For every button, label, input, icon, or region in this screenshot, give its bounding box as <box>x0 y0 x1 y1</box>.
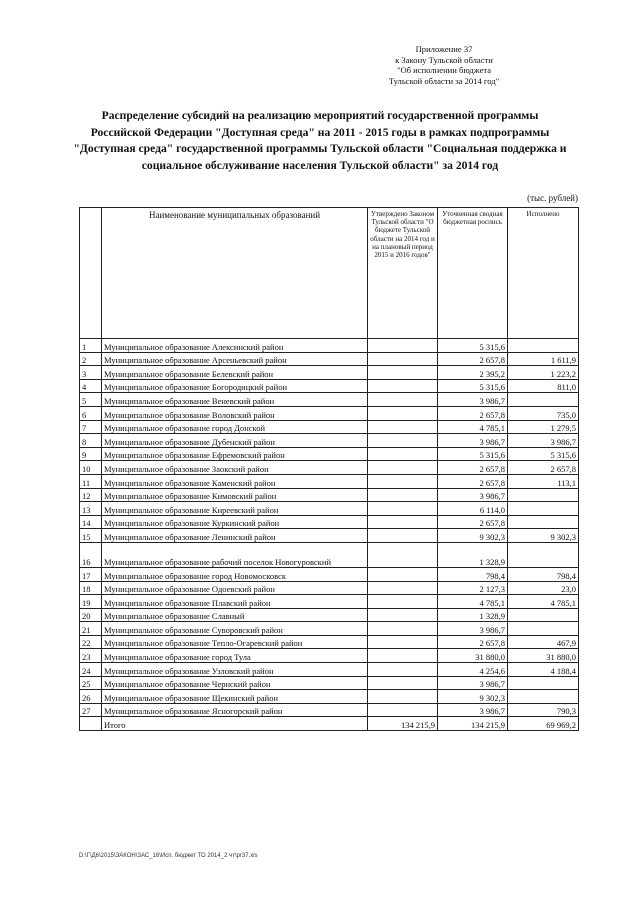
cell-number <box>80 717 102 731</box>
cell-revised: 3 986,7 <box>438 622 508 636</box>
cell-name: Итого <box>102 717 368 731</box>
table-row <box>80 663 579 677</box>
cell-approved <box>368 434 438 448</box>
table-row <box>80 474 579 488</box>
cell-name: Муниципальное образование Заокский район <box>102 461 368 475</box>
cell-executed: 5 315,6 <box>508 447 579 461</box>
cell-name: Муниципальное образование Ленинский район <box>102 529 368 543</box>
cell-executed: 4 188,4 <box>508 663 579 677</box>
cell-approved <box>368 515 438 529</box>
cell-name: Муниципальное образование Одоевский район <box>102 581 368 595</box>
cell-revised: 5 315,6 <box>438 447 508 461</box>
cell-executed: 31 880,0 <box>508 649 579 663</box>
cell-revised: 3 986,7 <box>438 488 508 502</box>
cell-revised: 9 302,3 <box>438 690 508 704</box>
cell-number: 1 <box>80 339 102 353</box>
cell-revised: 3 986,7 <box>438 393 508 407</box>
table-row <box>80 690 579 704</box>
table-row <box>80 567 579 581</box>
table-row <box>80 393 579 407</box>
file-path-footer: D:\Г\Д6\2015\ЗАКОН\ЗАС_16\Исп. бюджет ТО 2014_2 чт\pr37.xls <box>79 853 258 859</box>
cell-approved <box>368 461 438 475</box>
cell-revised: 4 254,6 <box>438 663 508 677</box>
table-row <box>80 635 579 649</box>
table-row <box>80 461 579 475</box>
cell-revised: 2 657,8 <box>438 515 508 529</box>
appendix-line: к Закону Тульской области <box>395 54 493 65</box>
table-row <box>80 420 579 434</box>
appendix-line: "Об исполнении бюджета <box>396 65 492 75</box>
cell-number: 26 <box>80 690 102 704</box>
table-row <box>80 488 579 502</box>
cell-approved <box>368 690 438 704</box>
cell-executed <box>508 608 579 622</box>
cell-name: Муниципальное образование город Тула <box>102 649 368 663</box>
cell-name: Муниципальное образование Тепло-Огаревский район <box>102 635 368 649</box>
cell-number: 19 <box>80 595 102 609</box>
cell-number: 13 <box>80 502 102 516</box>
table-row <box>80 581 579 595</box>
cell-name: Муниципальное образование Плавский район <box>102 595 368 609</box>
cell-name: Муниципальное образование Куркинский район <box>102 515 368 529</box>
cell-approved <box>368 703 438 717</box>
cell-number: 27 <box>80 703 102 717</box>
table-row <box>80 447 579 461</box>
header-executed: Исполнено <box>508 208 579 339</box>
cell-number: 18 <box>80 581 102 595</box>
cell-revised: 5 315,6 <box>438 339 508 353</box>
cell-approved <box>368 663 438 677</box>
cell-revised: 3 986,7 <box>438 703 508 717</box>
cell-approved <box>368 474 438 488</box>
cell-name: Муниципальное образование город Донской <box>102 420 368 434</box>
cell-executed: 4 785,1 <box>508 595 579 609</box>
cell-revised: 1 328,9 <box>438 608 508 622</box>
cell-name: Муниципальное образование город Новомосковск <box>102 567 368 581</box>
cell-revised: 2 127,3 <box>438 581 508 595</box>
table-total-row <box>80 717 579 731</box>
cell-revised: 2 657,8 <box>438 635 508 649</box>
cell-executed: 790,3 <box>508 703 579 717</box>
cell-number: 23 <box>80 649 102 663</box>
cell-approved: 134 215,9 <box>368 717 438 731</box>
cell-executed <box>508 676 579 690</box>
cell-number: 21 <box>80 622 102 636</box>
table-row <box>80 515 579 529</box>
cell-name: Муниципальное образование Алексинский район <box>102 339 368 353</box>
cell-approved <box>368 635 438 649</box>
cell-approved <box>368 529 438 543</box>
cell-revised: 5 315,6 <box>438 379 508 393</box>
cell-approved <box>368 420 438 434</box>
table-header-row <box>80 208 579 339</box>
cell-name: Муниципальное образование Славный <box>102 608 368 622</box>
cell-approved <box>368 488 438 502</box>
cell-name: Муниципальное образование Дубенский район <box>102 434 368 448</box>
cell-revised: 1 328,9 <box>438 542 508 567</box>
table-row <box>80 379 579 393</box>
cell-executed: 1 611,9 <box>508 352 579 366</box>
cell-name: Муниципальное образование Богородицкий район <box>102 379 368 393</box>
cell-number: 6 <box>80 406 102 420</box>
cell-number: 4 <box>80 379 102 393</box>
cell-number: 16 <box>80 542 102 567</box>
cell-revised: 9 302,3 <box>438 529 508 543</box>
appendix-note <box>344 44 544 86</box>
cell-name: Муниципальное образование Щекинский район <box>102 690 368 704</box>
cell-number: 2 <box>80 352 102 366</box>
cell-executed <box>508 515 579 529</box>
cell-revised: 3 986,7 <box>438 676 508 690</box>
cell-executed: 23,0 <box>508 581 579 595</box>
cell-revised: 6 114,0 <box>438 502 508 516</box>
units-label: (тыс. рублей) <box>527 193 578 203</box>
cell-revised: 798,4 <box>438 567 508 581</box>
cell-name: Муниципальное образование Ясногорский район <box>102 703 368 717</box>
cell-executed: 1 279,5 <box>508 420 579 434</box>
cell-executed: 113,1 <box>508 474 579 488</box>
cell-approved <box>368 567 438 581</box>
cell-name: Муниципальное образование Ефремовский район <box>102 447 368 461</box>
cell-approved <box>368 649 438 663</box>
cell-executed <box>508 622 579 636</box>
cell-revised: 2 657,8 <box>438 406 508 420</box>
table-row <box>80 649 579 663</box>
cell-revised: 2 395,2 <box>438 366 508 380</box>
table-row <box>80 339 579 353</box>
cell-approved <box>368 622 438 636</box>
cell-name: Муниципальное образование Кимовский район <box>102 488 368 502</box>
cell-name: Муниципальное образование Каменский район <box>102 474 368 488</box>
cell-name: Муниципальное образование Чернский район <box>102 676 368 690</box>
cell-name: Муниципальное образование Киреевский район <box>102 502 368 516</box>
cell-executed <box>508 488 579 502</box>
cell-number: 17 <box>80 567 102 581</box>
cell-approved <box>368 406 438 420</box>
cell-revised: 4 785,1 <box>438 595 508 609</box>
cell-executed <box>508 339 579 353</box>
cell-approved <box>368 366 438 380</box>
table-row <box>80 676 579 690</box>
cell-number: 12 <box>80 488 102 502</box>
cell-revised: 2 657,8 <box>438 352 508 366</box>
cell-number: 15 <box>80 529 102 543</box>
cell-approved <box>368 581 438 595</box>
cell-number: 24 <box>80 663 102 677</box>
table-row <box>80 608 579 622</box>
cell-number: 25 <box>80 676 102 690</box>
cell-revised: 4 785,1 <box>438 420 508 434</box>
cell-number: 10 <box>80 461 102 475</box>
appendix-line: Приложение 37 <box>415 44 473 54</box>
cell-approved <box>368 339 438 353</box>
cell-executed: 735,0 <box>508 406 579 420</box>
cell-name: Муниципальное образование Белевский район <box>102 366 368 380</box>
header-revised: Уточненная сводная бюджетная роспись <box>438 208 508 339</box>
cell-revised: 2 657,8 <box>438 474 508 488</box>
document-title: Распределение субсидий на реализацию мероприятий государственной программы Российской Федерации "Доступная среда" на 2011 - 2015 годы в рамках подпрограммы "Доступная среда" государственной программы Тульской области "Социальная поддержка и социальное обслуживание населения Тульской области" за 2014 год <box>73 109 567 172</box>
cell-number: 14 <box>80 515 102 529</box>
cell-executed <box>508 690 579 704</box>
cell-name: Муниципальное образование Веневский район <box>102 393 368 407</box>
cell-name: Муниципальное образование Суворовский район <box>102 622 368 636</box>
cell-number: 20 <box>80 608 102 622</box>
cell-approved <box>368 608 438 622</box>
cell-name: Муниципальное образование рабочий поселок Новогуровский <box>102 542 368 567</box>
header-approved: Утверждено Законом Тульской области "О бюджете Тульской области на 2014 год и на плановый период 2015 и 2016 годов" <box>368 208 438 339</box>
cell-executed: 2 657,8 <box>508 461 579 475</box>
cell-executed: 3 986,7 <box>508 434 579 448</box>
appendix-line: Тульской области за 2014 год" <box>388 75 500 86</box>
table-row <box>80 622 579 636</box>
table-row <box>80 502 579 516</box>
header-name: Наименование муниципальных образований <box>102 208 368 339</box>
cell-approved <box>368 447 438 461</box>
cell-approved <box>368 352 438 366</box>
cell-name: Муниципальное образование Узловский район <box>102 663 368 677</box>
cell-revised: 2 657,8 <box>438 461 508 475</box>
cell-executed <box>508 502 579 516</box>
table-row <box>80 352 579 366</box>
cell-executed: 811,0 <box>508 379 579 393</box>
subsidy-table <box>79 207 579 731</box>
table-row <box>80 434 579 448</box>
cell-executed <box>508 542 579 567</box>
table-row <box>80 529 579 543</box>
table-row <box>80 703 579 717</box>
cell-number: 22 <box>80 635 102 649</box>
table-row <box>80 542 579 567</box>
cell-name: Муниципальное образование Воловский район <box>102 406 368 420</box>
cell-executed <box>508 393 579 407</box>
cell-number: 5 <box>80 393 102 407</box>
cell-approved <box>368 542 438 567</box>
table-row <box>80 595 579 609</box>
cell-approved <box>368 393 438 407</box>
cell-revised: 3 986,7 <box>438 434 508 448</box>
cell-revised: 134 215,9 <box>438 717 508 731</box>
cell-revised: 31 880,0 <box>438 649 508 663</box>
cell-approved <box>368 502 438 516</box>
header-number <box>80 208 102 339</box>
cell-executed: 467,9 <box>508 635 579 649</box>
cell-approved <box>368 676 438 690</box>
cell-approved <box>368 379 438 393</box>
table-row <box>80 366 579 380</box>
cell-executed: 69 969,2 <box>508 717 579 731</box>
cell-executed: 1 223,2 <box>508 366 579 380</box>
cell-approved <box>368 595 438 609</box>
table-row <box>80 406 579 420</box>
cell-name: Муниципальное образование Арсеньевский район <box>102 352 368 366</box>
cell-executed: 798,4 <box>508 567 579 581</box>
cell-number: 3 <box>80 366 102 380</box>
cell-number: 8 <box>80 434 102 448</box>
cell-number: 7 <box>80 420 102 434</box>
cell-executed: 9 302,3 <box>508 529 579 543</box>
cell-number: 11 <box>80 474 102 488</box>
cell-number: 9 <box>80 447 102 461</box>
